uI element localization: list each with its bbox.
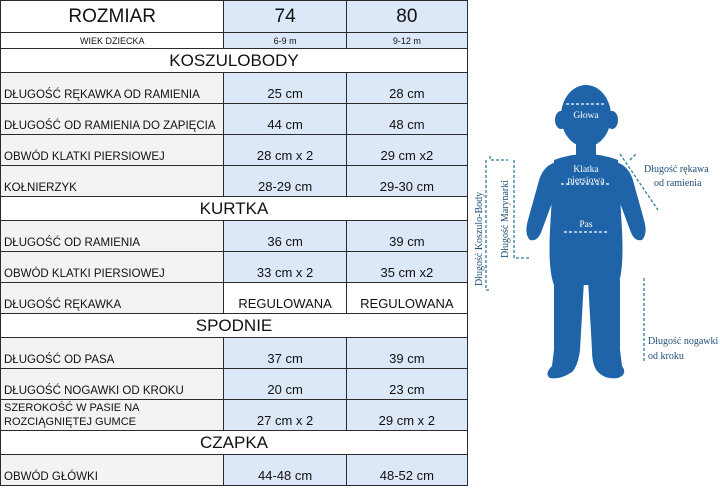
size-80: 80 (346, 1, 467, 33)
table-row (1, 221, 468, 252)
row-label: DŁUGOŚĆ OD RAMIENIA (1, 221, 224, 252)
table-row (1, 166, 468, 197)
label-jacket-length: Długość Marynarki (500, 179, 511, 258)
section-title: KOSZULOBODY (1, 49, 468, 73)
row-label: KOŁNIERZYK (1, 166, 224, 197)
body-length-guide-top (490, 156, 508, 160)
row-value-74: 28 cm x 2 (224, 135, 346, 166)
table-row (1, 369, 468, 400)
row-value-80: 29 cm x2 (346, 135, 467, 166)
section-kurtka (1, 197, 468, 221)
age-80: 9-12 m (346, 33, 467, 49)
table-row (1, 338, 468, 369)
row-value-80: REGULOWANA (346, 283, 467, 314)
size-74: 74 (224, 1, 346, 33)
section-title: KURTKA (1, 197, 468, 221)
label-waist: Pas (579, 220, 593, 230)
row-label: OBWÓD KLATKI PIERSIOWEJ (1, 135, 224, 166)
body-length-guide (486, 160, 490, 290)
section-title: SPODNIE (1, 314, 468, 338)
row-value-74: 28-29 cm (224, 166, 346, 197)
sleeve-guide-tip (630, 154, 636, 160)
table-row (1, 73, 468, 104)
label-sleeve-1: Długość rękawa (644, 164, 709, 175)
row-label: DŁUGOŚĆ RĘKAWKA (1, 283, 224, 314)
row-value-74: 44-48 cm (224, 455, 346, 486)
table-row (1, 455, 468, 486)
age-row (1, 33, 468, 49)
row-label: DŁUGOŚĆ OD RAMIENIA DO ZAPIĘCIA (1, 104, 224, 135)
section-title: CZAPKA (1, 431, 468, 455)
label-head: Głowa (573, 111, 599, 121)
label-leg-2: od kroku (648, 351, 684, 362)
row-label: DŁUGOŚĆ NOGAWKI OD KROKU (1, 369, 224, 400)
row-value-74: REGULOWANA (224, 283, 346, 314)
label-chest-2: piersiowa (567, 176, 605, 186)
row-value-74: 20 cm (224, 369, 346, 400)
row-label: OBWÓD KLATKI PIERSIOWEJ (1, 252, 224, 283)
row-value-80: 29 cm x 2 (346, 400, 467, 431)
row-value-80: 39 cm (346, 338, 467, 369)
section-spodnie (1, 314, 468, 338)
table-row (1, 400, 468, 431)
row-value-80: 39 cm (346, 221, 467, 252)
row-label: DŁUGOŚĆ RĘKAWKA OD RAMIENIA (1, 73, 224, 104)
size-header-row (1, 1, 468, 33)
row-value-80: 29-30 cm (346, 166, 467, 197)
size-label: ROZMIAR (1, 1, 224, 33)
table-row (1, 252, 468, 283)
row-value-74: 36 cm (224, 221, 346, 252)
section-czapka (1, 431, 468, 455)
label-chest-1: Klatka (573, 165, 599, 175)
row-value-80: 48-52 cm (346, 455, 467, 486)
row-value-80: 35 cm x2 (346, 252, 467, 283)
row-value-74: 27 cm x 2 (224, 400, 346, 431)
section-koszulobody (1, 49, 468, 73)
row-value-74: 33 cm x 2 (224, 252, 346, 283)
age-label: WIEK DZIECKA (1, 33, 224, 49)
child-measurement-figure (468, 80, 720, 390)
row-value-80: 48 cm (346, 104, 467, 135)
row-value-74: 25 cm (224, 73, 346, 104)
label-body-length: Długość Koszulo-Body (474, 191, 485, 286)
row-value-74: 37 cm (224, 338, 346, 369)
label-leg-1: Długość nogawki (648, 336, 719, 347)
row-label: SZEROKOŚĆ W PASIE NA ROZCIĄGNIĘTEJ GUMCE (1, 400, 224, 431)
jacket-length-guide (514, 160, 530, 258)
row-label: OBWÓD GŁÓWKI (1, 455, 224, 486)
table-row (1, 135, 468, 166)
row-value-74: 44 cm (224, 104, 346, 135)
row-value-80: 28 cm (346, 73, 467, 104)
row-label: DŁUGOŚĆ OD PASA (1, 338, 224, 369)
table-row (1, 104, 468, 135)
row-value-80: 23 cm (346, 369, 467, 400)
label-sleeve-2: od ramienia (654, 178, 702, 189)
age-74: 6-9 m (224, 33, 346, 49)
table-row (1, 283, 468, 314)
